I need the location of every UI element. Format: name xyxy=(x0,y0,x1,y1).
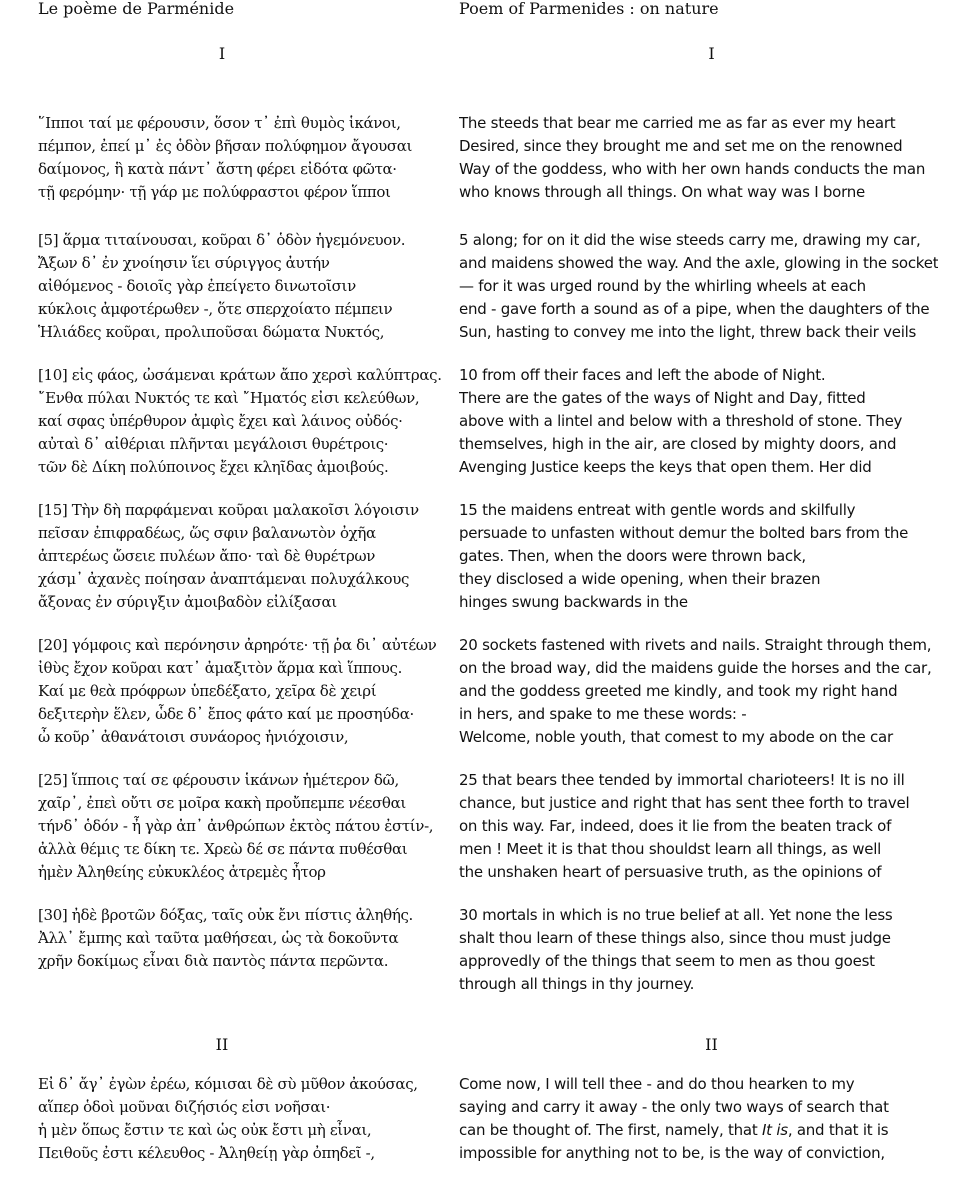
english-verse-line: saying and carry it away - the only two ways of search that xyxy=(459,1098,889,1116)
greek-verse-line: ἄξονας ἐν σύριγξιν ἀμοιβαδὸν εἰλίξασαι xyxy=(38,593,337,611)
greek-verse-line: ῎Ενθα πύλαι Νυκτός τε καὶ ῎Ηματός εἰσι κελεύθων, xyxy=(38,389,420,407)
greek-verse-line: αἰθόμενος - δοιοῖς γὰρ ἐπείγετο δινωτοῖσιν xyxy=(38,277,356,295)
english-verse-line: — for it was urged round by the whirling wheels at each xyxy=(459,277,866,295)
english-verse-line: on this way. Far, indeed, does it lie from the beaten track of xyxy=(459,817,892,835)
greek-verse-line: ἰθὺς ἔχον κοῦραι κατ᾽ ἀμαξιτὸν ἅρμα καὶ ἵππους. xyxy=(38,659,403,677)
english-stanza xyxy=(459,229,938,344)
english-verse-line: men ! Meet it is that thou shouldst learn all things, as well xyxy=(459,840,882,858)
greek-stanza xyxy=(38,229,405,344)
greek-verse-line: Ἀλλ᾽ ἔμπης καὶ ταῦτα μαθήσεαι, ὡς τὰ δοκοῦντα xyxy=(38,929,399,947)
greek-stanza xyxy=(38,364,442,479)
greek-verse-line: ῞Ιπποι ταί με φέρουσιν, ὅσον τ᾽ ἐπὶ θυμὸς ἱκάνοι, xyxy=(38,114,401,132)
english-verse-line: they disclosed a wide opening, when their brazen xyxy=(459,570,821,588)
english-verse-line xyxy=(459,1119,889,1142)
greek-verse-line: τήνδ᾽ ὁδόν - ἦ γὰρ ἀπ᾽ ἀνθρώπων ἐκτὸς πάτου ἐστίν-, xyxy=(38,817,434,835)
english-verse-line: Desired, since they brought me and set me on the renowned xyxy=(459,137,903,155)
greek-verse-line: ἀπτερέως ὤσειε πυλέων ἄπο· ταὶ δὲ θυρέτρων xyxy=(38,547,376,565)
greek-stanza xyxy=(38,769,433,884)
greek-verse-line: πεῖσαν ἐπιφραδέως, ὥς σφιν βαλανωτὸν ὀχῆα xyxy=(38,524,376,542)
english-verse-line: chance, but justice and right that has sent thee forth to travel xyxy=(459,794,910,812)
english-stanza xyxy=(459,499,908,614)
english-stanza xyxy=(459,769,909,884)
greek-verse-line: τῶν δὲ Δίκη πολύποινος ἔχει κληῖδας ἀμοιβούς. xyxy=(38,458,389,476)
greek-section-number: I xyxy=(218,44,226,63)
greek-verse-line: ὦ κοῦρ᾽ ἀθανάτοισι συνάορος ἡνιόχοισιν, xyxy=(38,728,349,746)
english-title: Poem of Parmenides : on nature xyxy=(459,0,719,18)
greek-verse-line: Πειθοῦς ἐστι κέλευθος - Ἀληθείῃ γὰρ ὀπηδεῖ -, xyxy=(38,1144,375,1162)
greek-verse-line: Ἡλιάδες κοῦραι, προλιποῦσαι δώματα Νυκτός, xyxy=(38,323,385,341)
english-verse-line: Come now, I will tell thee - and do thou hearken to my xyxy=(459,1075,855,1093)
greek-verse-line: ἀλλὰ θέμις τε δίκη τε. Χρεὼ δέ σε πάντα πυθέσθαι xyxy=(38,840,408,858)
english-verse-line: 5 along; for on it did the wise steeds carry me, drawing my car, xyxy=(459,231,921,249)
greek-verse-line: [5] ἅρμα τιταίνουσαι, κοῦραι δ᾽ ὁδὸν ἡγεμόνευον. xyxy=(38,231,406,249)
verse-line-text: can be thought of. The first, namely, that xyxy=(459,1121,762,1139)
greek-title: Le poème de Parménide xyxy=(38,0,235,18)
english-verse-line: 15 the maidens entreat with gentle words and skilfully xyxy=(459,501,856,519)
english-section-number: II xyxy=(705,1035,718,1054)
english-verse-line: persuade to unfasten without demur the bolted bars from the xyxy=(459,524,909,542)
greek-verse-line: Ἄξων δ᾽ ἐν χνοίησιν ἵει σύριγγος ἀυτήν xyxy=(38,254,330,272)
greek-verse-line: χάσμ᾽ ἀχανὲς ποίησαν ἀναπτάμεναι πολυχάλκους xyxy=(38,570,410,588)
english-verse-line: Sun, hasting to convey me into the light, threw back their veils xyxy=(459,323,917,341)
english-verse-line: in hers, and spake to me these words: - xyxy=(459,705,747,723)
english-verse-line: themselves, high in the air, are closed by mighty doors, and xyxy=(459,435,897,453)
verse-line-tail: , and that it is xyxy=(787,1121,889,1139)
english-verse-line: end - gave forth a sound as of a pipe, when the daughters of the xyxy=(459,300,930,318)
english-verse-line: and the goddess greeted me kindly, and took my right hand xyxy=(459,682,898,700)
greek-verse-line: δεξιτερὴν ἕλεν, ὧδε δ᾽ ἔπος φάτο καί με προσηύδα· xyxy=(38,705,414,723)
english-verse-line: 30 mortals in which is no true belief at all. Yet none the less xyxy=(459,906,893,924)
english-verse-line: above with a lintel and below with a threshold of stone. They xyxy=(459,412,903,430)
greek-verse-line: αὐταὶ δ᾽ αἰθέριαι πλῆνται μεγάλοισι θυρέτροις· xyxy=(38,435,389,453)
english-verse-line: 10 from off their faces and left the abode of Night. xyxy=(459,366,826,384)
english-stanza xyxy=(459,634,931,749)
english-verse-line: Welcome, noble youth, that comest to my abode on the car xyxy=(459,728,893,746)
english-verse-line: 25 that bears thee tended by immortal charioteers! It is no ill xyxy=(459,771,905,789)
greek-verse-line: [15] Τὴν δὴ παρφάμεναι κοῦραι μαλακοῖσι λόγοισιν xyxy=(38,501,419,519)
english-verse-line: There are the gates of the ways of Night and Day, fitted xyxy=(459,389,866,407)
greek-verse-line: καί σφας ὑπέρθυρον ἀμφὶς ἔχει καὶ λάινος οὐδός· xyxy=(38,412,403,430)
greek-verse-line: αἵπερ ὁδοὶ μοῦναι διζήσιός εἰσι νοῆσαι· xyxy=(38,1098,331,1116)
english-verse-line: and maidens showed the way. And the axle, glowing in the socket xyxy=(459,254,939,272)
greek-stanza xyxy=(38,1073,418,1165)
english-verse-line: through all things in thy journey. xyxy=(459,975,695,993)
greek-stanza xyxy=(38,634,436,749)
greek-verse-line: [25] ἵπποις ταί σε φέρουσιν ἱκάνων ἡμέτερον δῶ, xyxy=(38,771,399,789)
italic-phrase: It is xyxy=(762,1121,788,1139)
greek-stanza xyxy=(38,904,413,973)
greek-verse-line: πέμπον, ἐπεί μ᾽ ἐς ὁδὸν βῆσαν πολύφημον ἄγουσαι xyxy=(38,137,413,155)
greek-verse-line: χαῖρ᾽, ἐπεὶ οὔτι σε μοῖρα κακὴ προὔπεμπε νέεσθαι xyxy=(38,794,406,812)
english-stanza xyxy=(459,1073,889,1165)
greek-verse-line: Εἰ δ᾽ ἄγ᾽ ἐγὼν ἐρέω, κόμισαι δὲ σὺ μῦθον ἀκούσας, xyxy=(38,1075,418,1093)
english-verse-line: 20 sockets fastened with rivets and nails. Straight through them, xyxy=(459,636,932,654)
english-verse-line: impossible for anything not to be, is the way of conviction, xyxy=(459,1144,885,1162)
greek-section-number: II xyxy=(215,1035,229,1054)
english-verse-line: approvedly of the things that seem to men as thou goest xyxy=(459,952,875,970)
english-verse-line: hinges swung backwards in the xyxy=(459,593,688,611)
greek-verse-line: Καί με θεὰ πρόφρων ὑπεδέξατο, χεῖρα δὲ χειρί xyxy=(38,682,377,700)
english-verse-line: the unshaken heart of persuasive truth, as the opinions of xyxy=(459,863,882,881)
english-section-number: I xyxy=(708,44,715,63)
greek-verse-line: [10] εἰς φάος, ὠσάμεναι κράτων ἄπο χερσὶ καλύπτρας. xyxy=(38,366,442,384)
greek-verse-line: δαίμονος, ἣ κατὰ πάντ᾽ ἄστη φέρει εἰδότα φῶτα· xyxy=(38,160,397,178)
english-verse-line: gates. Then, when the doors were thrown back, xyxy=(459,547,806,565)
english-stanza xyxy=(459,904,892,996)
greek-verse-line: ἠμὲν Ἀληθείης εὐκυκλέος ἀτρεμὲς ἦτορ xyxy=(38,863,326,881)
english-verse-line: The steeds that bear me carried me as far as ever my heart xyxy=(459,114,896,132)
english-stanza xyxy=(459,364,902,479)
english-stanza xyxy=(459,112,925,204)
greek-verse-line: κύκλοις ἀμφοτέρωθεν -, ὅτε σπερχοίατο πέμπειν xyxy=(38,300,393,318)
greek-verse-line: χρῆν δοκίμως εἶναι διὰ παντὸς πάντα περῶντα. xyxy=(38,952,389,970)
greek-verse-line: [30] ἠδὲ βροτῶν δόξας, ταῖς οὐκ ἔνι πίστις ἀληθής. xyxy=(38,906,413,924)
english-verse-line: Avenging Justice keeps the keys that open them. Her did xyxy=(459,458,872,476)
greek-stanza xyxy=(38,499,419,614)
greek-stanza xyxy=(38,112,412,204)
greek-verse-line: [20] γόμφοις καὶ περόνησιν ἀρηρότε· τῇ ῥα δι᾽ αὐτέων xyxy=(38,636,437,654)
english-verse-line: Way of the goddess, who with her own hands conducts the man xyxy=(459,160,926,178)
greek-verse-line: τῇ φερόμην· τῇ γάρ με πολύφραστοι φέρον ἵπποι xyxy=(38,183,391,201)
english-verse-line: who knows through all things. On what way was I borne xyxy=(459,183,866,201)
english-verse-line: on the broad way, did the maidens guide the horses and the car, xyxy=(459,659,932,677)
greek-verse-line: ἡ μὲν ὅπως ἔστιν τε καὶ ὡς οὐκ ἔστι μὴ εἶναι, xyxy=(38,1121,372,1139)
english-verse-line: shalt thou learn of these things also, since thou must judge xyxy=(459,929,891,947)
